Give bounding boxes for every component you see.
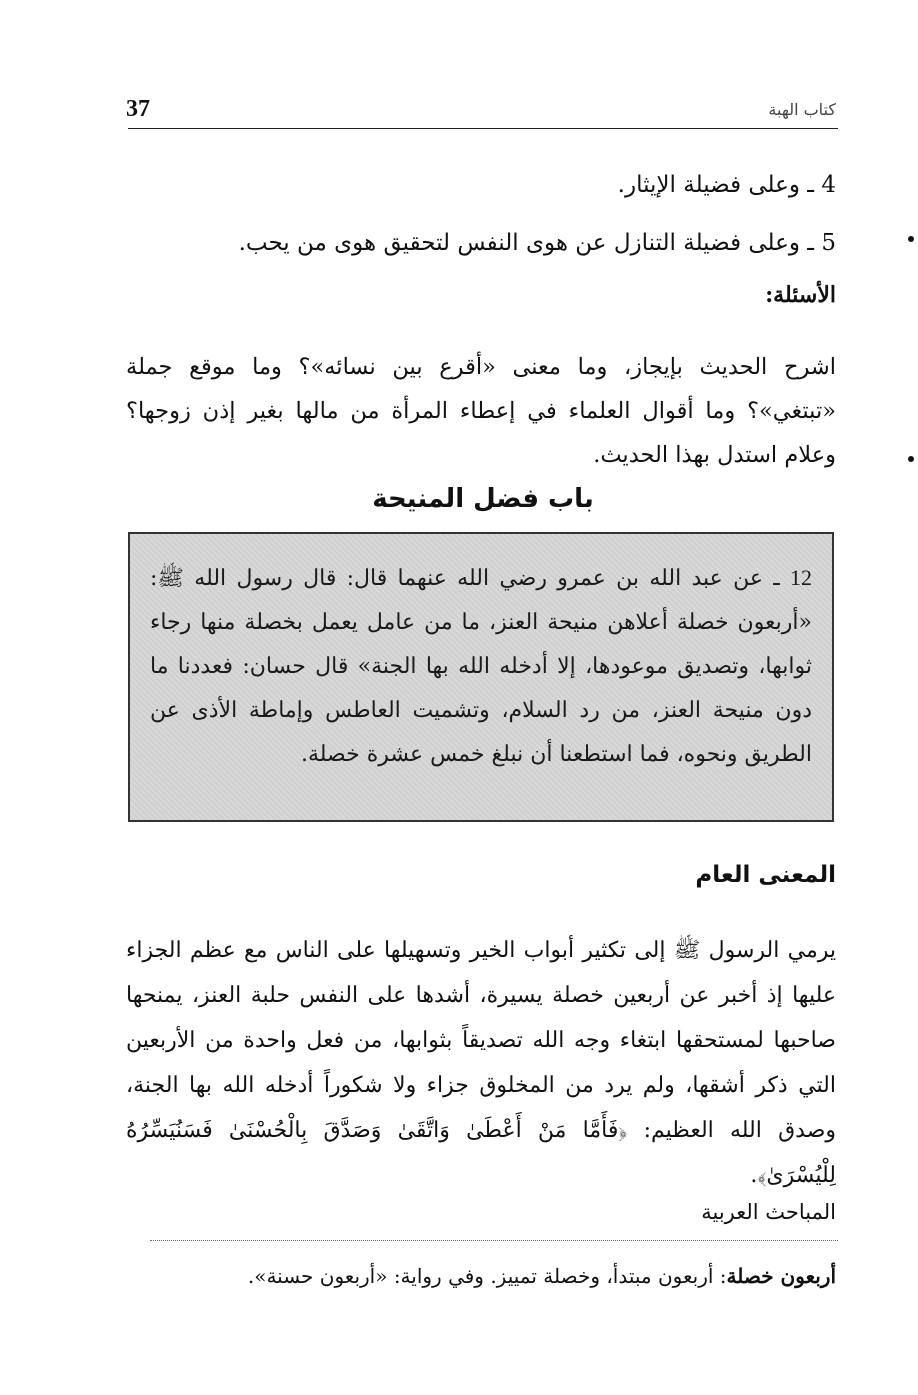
page-number: 37: [126, 96, 150, 122]
point-5: 5 ـ وعلى فضيلة التنازل عن هوى النفس لتحقيق هوى من يحب.: [238, 230, 836, 256]
general-meaning-paragraph: يرمي الرسول ﷺ إلى تكثير أبواب الخير وتسهيلها على الناس مع عظم الجزاء عليها إذ أخبر عن أربعين خصلة يسيرة، أشدها على النفس حلبة العنز، يمنحها صاحبها لمستحقها ابتغاء وجه الله تصديقاً بثوابها، من فعل واحدة من الأربعين التي ذكر أشقها، ولم يرد من المخلوق جزاء ولا شكوراً أدخله الله بها الجنة، وصدق الله العظيم: ﴿فَأَمَّا مَنْ أَعْطَىٰ وَاتَّقَىٰ وَصَدَّقَ بِالْحُسْنَىٰ فَسَنُيَسِّرُهُ لِلْيُسْرَىٰ﴾.: [126, 938, 836, 1188]
general-meaning-heading: المعنى العام: [695, 862, 836, 888]
arabic-studies-note: [126, 1258, 836, 1294]
arabic-studies-heading: المباحث العربية: [701, 1200, 836, 1224]
note-term: أربعون خصلة: [726, 1264, 836, 1288]
hadith-text: [150, 556, 812, 777]
point-4: 4 ـ وعلى فضيلة الإيثار.: [617, 172, 836, 198]
dotted-rule: [150, 1240, 838, 1241]
header-rule: [128, 128, 838, 129]
margin-mark: [908, 456, 914, 462]
questions-heading: الأسئلة:: [765, 282, 836, 308]
running-head: كتاب الهبة: [768, 100, 836, 119]
questions-paragraph: اشرح الحديث بإيجاز، وما معنى «أقرع بين نسائه»؟ وما موقع جملة «تبتغي»؟ وما أقوال العلماء في إعطاء المرأة من مالها بغير إذن زوجها؟ وعلام استدل بهذا الحديث.: [126, 354, 836, 468]
hadith-number: 12: [790, 565, 813, 590]
margin-mark: [908, 236, 914, 242]
hadith-box: [128, 532, 834, 822]
hadith-body: ـ عن عبد الله بن عمرو رضي الله عنهما قال: قال رسول الله ﷺ: «أربعون خصلة أعلاهن منيحة العنز، ما من عامل يعمل بخصلة منها رجاء ثوابها، وتصديق موعودها، إلا أدخله الله بها الجنة» قال حسان: فعددنا ما دون منيحة العنز، من رد السلام، وتشميت العاطس وإماطة الأذى عن الطريق ونحوه، فما استطعنا أن نبلغ خمس عشرة خصلة.: [150, 566, 812, 767]
note-text: : أربعون مبتدأ، وخصلة تمييز. وفي رواية: «أربعون حسنة».: [247, 1264, 727, 1288]
section-title: باب فضل المنيحة: [372, 484, 594, 514]
